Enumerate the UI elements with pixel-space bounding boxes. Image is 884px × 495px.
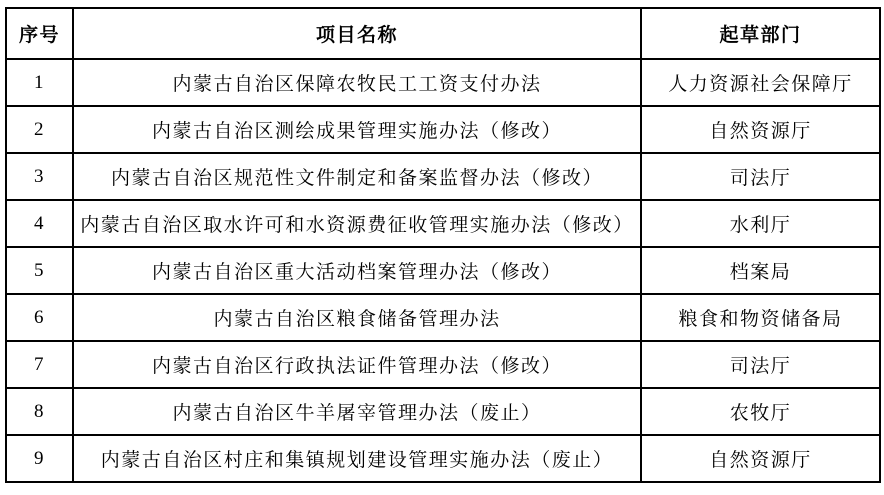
cell-project-name: 内蒙古自治区行政执法证件管理办法（修改） [73, 341, 641, 388]
cell-drafting-department: 自然资源厅 [641, 435, 880, 482]
draft-regulations-table [5, 7, 881, 483]
table-row [6, 153, 880, 200]
table-row [6, 200, 880, 247]
table-body [6, 59, 880, 482]
table-header [6, 8, 880, 59]
cell-project-name: 内蒙古自治区规范性文件制定和备案监督办法（修改） [73, 153, 641, 200]
cell-project-name: 内蒙古自治区保障农牧民工工资支付办法 [73, 59, 641, 106]
table-row [6, 388, 880, 435]
cell-project-name: 内蒙古自治区村庄和集镇规划建设管理实施办法（废止） [73, 435, 641, 482]
cell-project-name: 内蒙古自治区重大活动档案管理办法（修改） [73, 247, 641, 294]
table-row [6, 435, 880, 482]
cell-serial-number: 7 [6, 341, 73, 388]
table-row [6, 294, 880, 341]
header-row [6, 8, 880, 59]
table-row [6, 247, 880, 294]
cell-project-name: 内蒙古自治区测绘成果管理实施办法（修改） [73, 106, 641, 153]
cell-serial-number: 4 [6, 200, 73, 247]
cell-drafting-department: 司法厅 [641, 153, 880, 200]
cell-serial-number: 5 [6, 247, 73, 294]
cell-project-name: 内蒙古自治区牛羊屠宰管理办法（废止） [73, 388, 641, 435]
cell-serial-number: 9 [6, 435, 73, 482]
table-row [6, 341, 880, 388]
header-project-name: 项目名称 [73, 8, 641, 59]
cell-drafting-department: 水利厅 [641, 200, 880, 247]
cell-drafting-department: 自然资源厅 [641, 106, 880, 153]
cell-drafting-department: 档案局 [641, 247, 880, 294]
table-row [6, 59, 880, 106]
header-drafting-department: 起草部门 [641, 8, 880, 59]
table-row [6, 106, 880, 153]
cell-serial-number: 2 [6, 106, 73, 153]
cell-serial-number: 1 [6, 59, 73, 106]
cell-project-name: 内蒙古自治区取水许可和水资源费征收管理实施办法（修改） [73, 200, 641, 247]
cell-serial-number: 8 [6, 388, 73, 435]
cell-drafting-department: 人力资源社会保障厅 [641, 59, 880, 106]
cell-drafting-department: 司法厅 [641, 341, 880, 388]
cell-serial-number: 3 [6, 153, 73, 200]
cell-serial-number: 6 [6, 294, 73, 341]
header-serial-number: 序号 [6, 8, 73, 59]
cell-drafting-department: 农牧厅 [641, 388, 880, 435]
cell-drafting-department: 粮食和物资储备局 [641, 294, 880, 341]
cell-project-name: 内蒙古自治区粮食储备管理办法 [73, 294, 641, 341]
